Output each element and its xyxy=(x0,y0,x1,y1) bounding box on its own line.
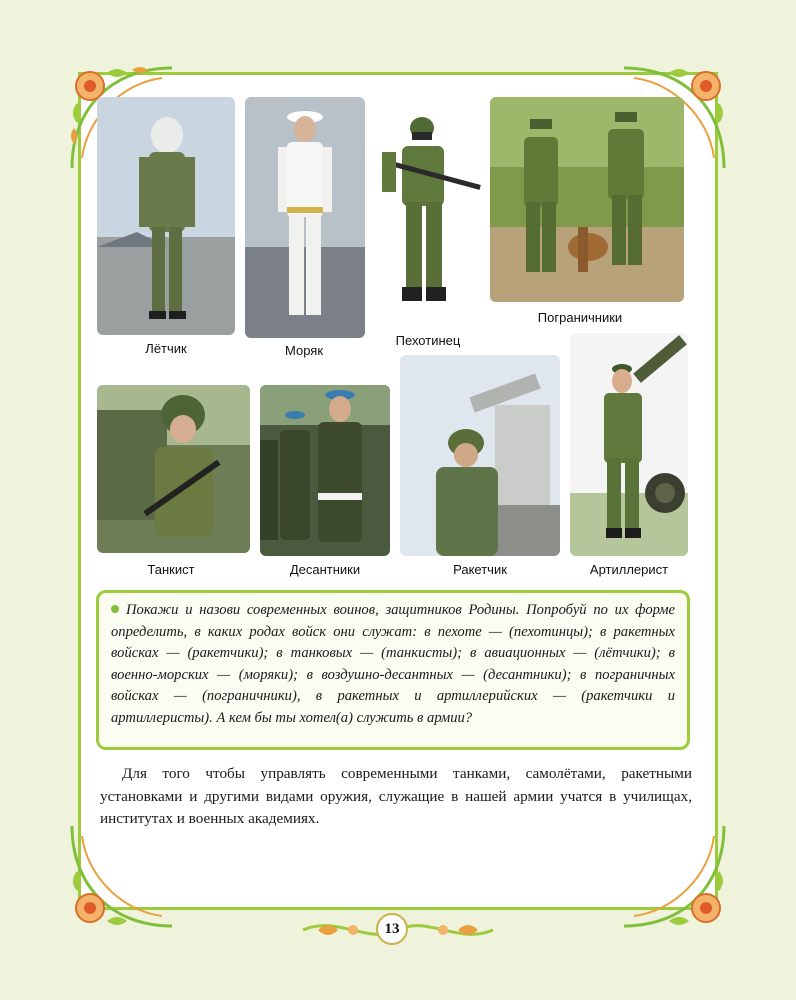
photo-infantryman xyxy=(372,112,484,327)
photo-paratroopers xyxy=(260,385,390,556)
caption-pilot: Лётчик xyxy=(145,341,187,356)
caption-border-guards: Пограничники xyxy=(537,310,623,325)
corner-ornament-bottom-right xyxy=(614,816,734,936)
task-text: Покажи и назови современных воинов, защитников Родины. Попробуй по их форме определить, в каких родах войск они служат: в пехоте — (пехотинцы); в ракетных войсках — (ракетчики); в танковых — (танкисты); в авиационных — (лётчики); в военно-морских — (моряки); в воздушно-десантных — (десантники); в пограничных войсках — (пограничники), в ракетных и артиллерийских — (ракетчики и артиллеристы). А кем бы ты хотел(а) служить в армии? xyxy=(111,602,675,726)
photo-tank-driver xyxy=(97,385,250,553)
caption-paratroopers: Десантники xyxy=(289,562,361,577)
corner-ornament-bottom-left xyxy=(62,816,182,936)
caption-infantryman: Пехотинец xyxy=(395,333,461,348)
photo-border-guards xyxy=(490,97,684,302)
photo-artilleryman xyxy=(570,333,688,556)
caption-artilleryman: Артиллерист xyxy=(589,562,669,577)
photo-sailor xyxy=(245,97,365,338)
caption-rocketman: Ракетчик xyxy=(453,562,507,577)
page-number: 13 xyxy=(376,913,408,945)
bullet-icon xyxy=(111,605,119,613)
body-paragraph: Для того чтобы управлять современными танками, самолётами, ракетными установками и другими видами оружия, служащие в нашей армии учатся в училищах, институтах и военных академиях. xyxy=(100,765,692,827)
photo-pilot xyxy=(97,97,235,335)
caption-sailor: Моряк xyxy=(284,343,324,358)
caption-tank-driver: Танкист xyxy=(147,562,195,577)
task-box xyxy=(96,590,690,750)
task-paragraph xyxy=(111,600,675,729)
photo-rocketman xyxy=(400,355,560,556)
